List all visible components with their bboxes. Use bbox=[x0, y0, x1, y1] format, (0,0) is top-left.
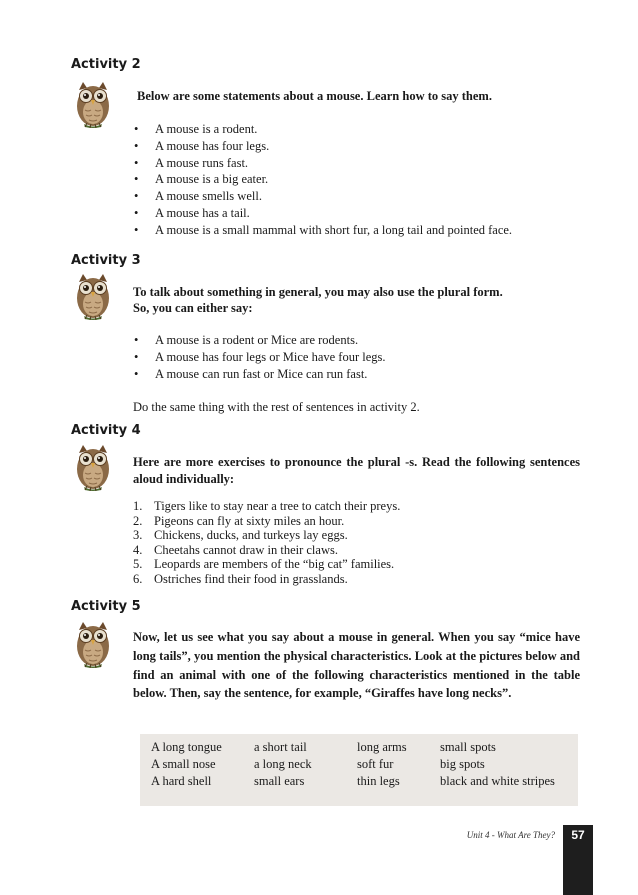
activity-4-instruction: Here are more exercises to pronounce the plural -s. Read the following sentences aloud individually: bbox=[133, 455, 580, 486]
list-item: • A mouse is a rodent or Mice are rodents. bbox=[133, 332, 386, 349]
table-cell: soft fur bbox=[357, 757, 394, 771]
list-item: • A mouse has a tail. bbox=[133, 205, 512, 222]
table-cell: a short tail bbox=[254, 740, 307, 754]
activity-5-instruction: Now, let us see what you say about a mouse in general. When you say “mice have long tails”, you mention the physical characteristics. Look at the pictures below and find an animal with one of the following characteristics mentioned in the table below. Then, say the sentence, for example, “Giraffes have long necks”. bbox=[133, 630, 580, 701]
activity-5-heading: Activity 5 bbox=[71, 599, 141, 614]
table-cell: thin legs bbox=[357, 774, 400, 788]
table-cell: A long tongue bbox=[151, 740, 222, 754]
activity-3-instruction-line-2: So, you can either say: bbox=[133, 301, 253, 315]
activity-4-list bbox=[133, 499, 400, 587]
table-cell: small spots bbox=[440, 740, 496, 754]
list-item: 5. Leopards are members of the “big cat” families. bbox=[133, 557, 395, 572]
owl-icon bbox=[73, 80, 113, 128]
list-item: • A mouse has four legs. bbox=[133, 138, 512, 155]
page-number: 57 bbox=[571, 828, 585, 842]
table-cell: black and white stripes bbox=[440, 774, 555, 788]
list-item: 6. Ostriches find their food in grasslands. bbox=[133, 571, 348, 586]
footer-unit-title: Unit 4 - What Are They? bbox=[466, 830, 555, 840]
list-item: • A mouse can run fast or Mice can run fast. bbox=[133, 366, 386, 383]
activity-2-instruction: Below are some statements about a mouse. Learn how to say them. bbox=[137, 89, 492, 103]
list-item: 3. Chickens, ducks, and turkeys lay eggs. bbox=[133, 528, 348, 543]
table-cell: A hard shell bbox=[151, 774, 212, 788]
page-number-bar bbox=[563, 825, 593, 895]
list-item: • A mouse is a big eater. bbox=[133, 171, 512, 188]
activity-3-heading: Activity 3 bbox=[71, 253, 141, 268]
owl-icon bbox=[73, 620, 113, 668]
table-cell: A small nose bbox=[151, 757, 216, 771]
list-item: • A mouse has four legs or Mice have four legs. bbox=[133, 349, 386, 366]
activity-2-list bbox=[133, 121, 512, 239]
characteristics-table bbox=[140, 734, 578, 806]
list-item: • A mouse is a rodent. bbox=[133, 121, 512, 138]
activity-4-heading: Activity 4 bbox=[71, 423, 141, 438]
table-cell: small ears bbox=[254, 774, 305, 788]
table-cell: long arms bbox=[357, 740, 407, 754]
owl-icon bbox=[73, 443, 113, 491]
table-cell: big spots bbox=[440, 757, 485, 771]
owl-icon bbox=[73, 272, 113, 320]
activity-3-instruction-line-1: To talk about something in general, you may also use the plural form. bbox=[133, 285, 503, 299]
activity-2-heading: Activity 2 bbox=[71, 57, 141, 72]
list-item: 2. Pigeons can fly at sixty miles an hour. bbox=[133, 513, 345, 528]
list-item: 1. Tigers like to stay near a tree to catch their preys. bbox=[133, 499, 401, 513]
list-item: • A mouse smells well. bbox=[133, 188, 512, 205]
list-item: • A mouse runs fast. bbox=[133, 155, 512, 172]
list-item: • A mouse is a small mammal with short fur, a long tail and pointed face. bbox=[133, 222, 512, 239]
table-cell: a long neck bbox=[254, 757, 312, 771]
activity-3-list bbox=[133, 332, 386, 382]
list-item: 4. Cheetahs cannot draw in their claws. bbox=[133, 542, 338, 557]
activity-3-note: Do the same thing with the rest of sentences in activity 2. bbox=[133, 400, 420, 414]
